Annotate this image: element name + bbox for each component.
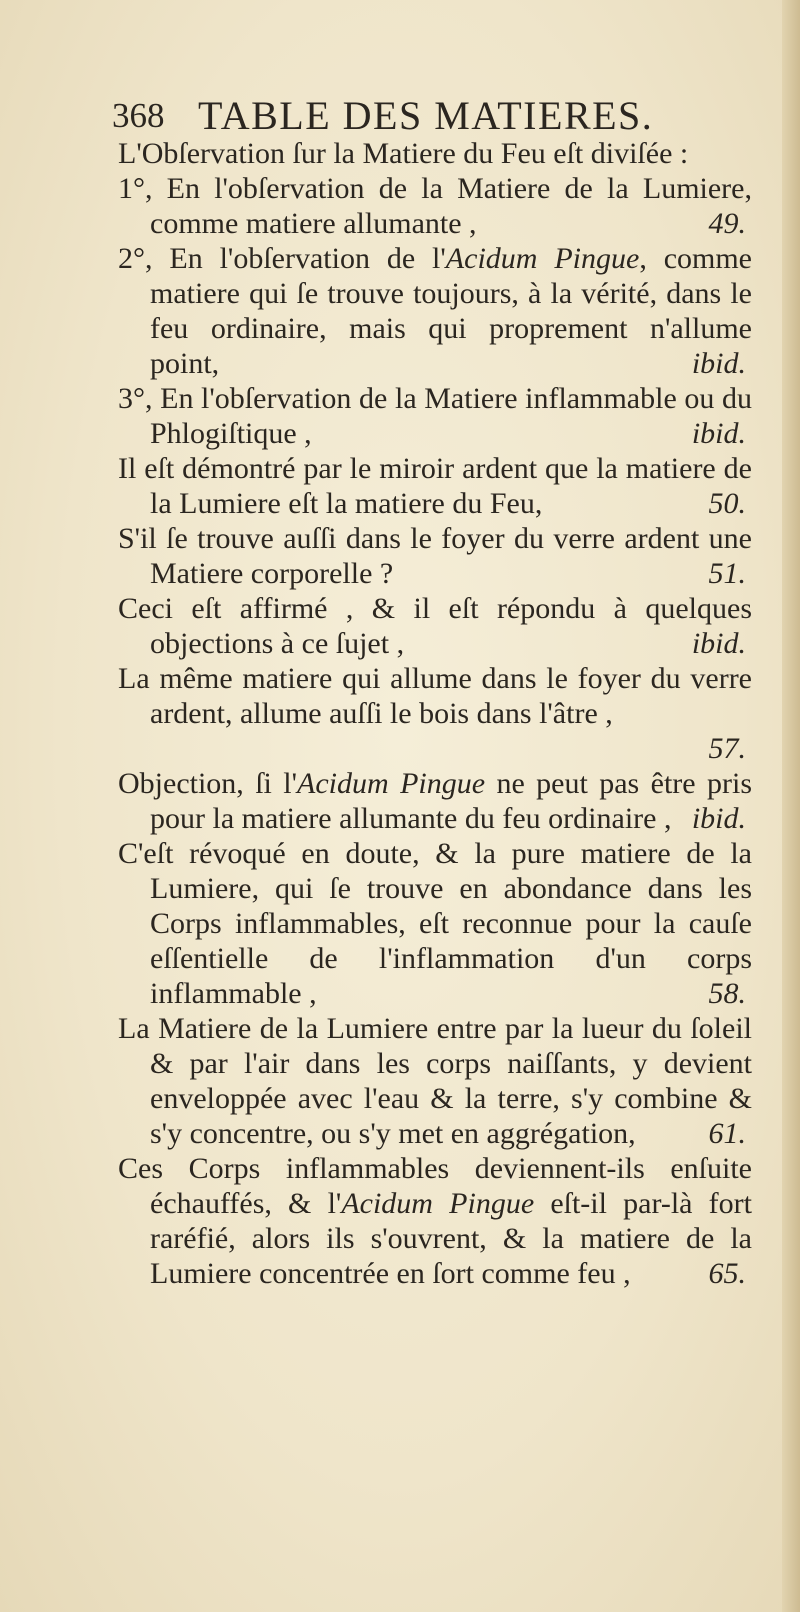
page-number: 368 <box>112 96 165 135</box>
entry-text: S'il ſe trouve auſſi dans le foyer du verre ardent une Matiere corporelle ? <box>118 522 752 590</box>
index-entry <box>118 451 752 521</box>
entry-text: L'Obſervation ſur la Matiere du Feu eſt diviſée : <box>118 137 689 170</box>
index-entry <box>118 521 752 591</box>
entry-text: La même matiere qui allume dans le foyer du verre ardent, allume auſſi le bois dans l'âtre , <box>118 662 752 730</box>
index-entry <box>118 1151 752 1291</box>
page-header <box>112 92 732 142</box>
entry-text: C'eſt révoqué en doute, & la pure matiere de la Lumiere, qui ſe trouve en abondance dans les Corps inflammables, eſt reconnue pour la cauſe eſſentielle de l'inflammation d'un corps inflammable , <box>118 837 752 1010</box>
entry-text: 3°, En l'obſervation de la Matiere inflammable ou du Phlogiſtique , <box>118 382 752 450</box>
entry-text: 1°, En l'obſervation de la Matiere de la Lumiere, comme matiere allumante , <box>118 172 752 240</box>
index-entry <box>118 136 752 171</box>
entry-text: Ces Corps inflammables deviennent-ils enſuite échauffés, & l'Acidum Pingue eſt-il par-là fort raréfié, alors ils s'ouvrent, & la matiere de la Lumiere concentrée en ſort comme feu , <box>118 1152 753 1290</box>
entry-text: Objection, ſi l'Acidum Pingue ne peut pas être pris pour la matiere allumante du feu ordinaire , <box>118 767 752 835</box>
index-entry <box>118 1011 752 1151</box>
entry-text: 2°, En l'obſervation de l'Acidum Pingue, comme matiere qui ſe trouve toujours, à la vérité, dans le feu ordinaire, mais qui proprement n'allume point, <box>118 242 752 380</box>
entry-page-ref: 58. <box>708 977 746 1010</box>
entry-page-ref: ibid. <box>691 417 746 450</box>
entry-text: Il eſt démontré par le miroir ardent que la matiere de la Lumiere eſt la matiere du Feu, <box>118 452 752 520</box>
latin-term: Acidum Pingue <box>297 767 486 800</box>
entry-page-ref: 61. <box>708 1117 746 1150</box>
entry-page-ref: 50. <box>708 487 746 520</box>
page-edge-shadow <box>782 0 800 1612</box>
index-entries <box>118 136 752 1291</box>
entry-text: La Matiere de la Lumiere entre par la lueur du ſoleil & par l'air dans les corps naiſſants, y devient enveloppée avec l'eau & la terre, s'y combine & s'y concentre, ou s'y met en aggrégation, <box>118 1012 752 1150</box>
entry-page-ref: ibid. <box>691 347 746 380</box>
entry-page-ref: 51. <box>708 557 746 590</box>
entry-page-ref: 49. <box>708 207 746 240</box>
index-entry <box>118 241 752 381</box>
index-entry <box>118 171 752 241</box>
entry-page-ref: ibid. <box>691 627 746 660</box>
entry-text: Ceci eſt affirmé , & il eſt répondu à quelques objections à ce ſujet , <box>118 592 752 660</box>
index-entry <box>118 381 752 451</box>
index-entry <box>118 591 752 661</box>
index-entry <box>118 766 752 836</box>
running-head: TABLE DES MATIERES. <box>198 93 654 138</box>
latin-term: Acidum Pingue <box>341 1187 535 1220</box>
index-entry <box>118 836 752 1011</box>
index-entry <box>118 661 752 766</box>
entry-page-ref: ibid. <box>691 802 746 835</box>
entry-page-ref: 57. <box>708 732 746 765</box>
latin-term: Acidum Pingue <box>445 242 640 275</box>
entry-page-ref: 65. <box>708 1257 746 1290</box>
